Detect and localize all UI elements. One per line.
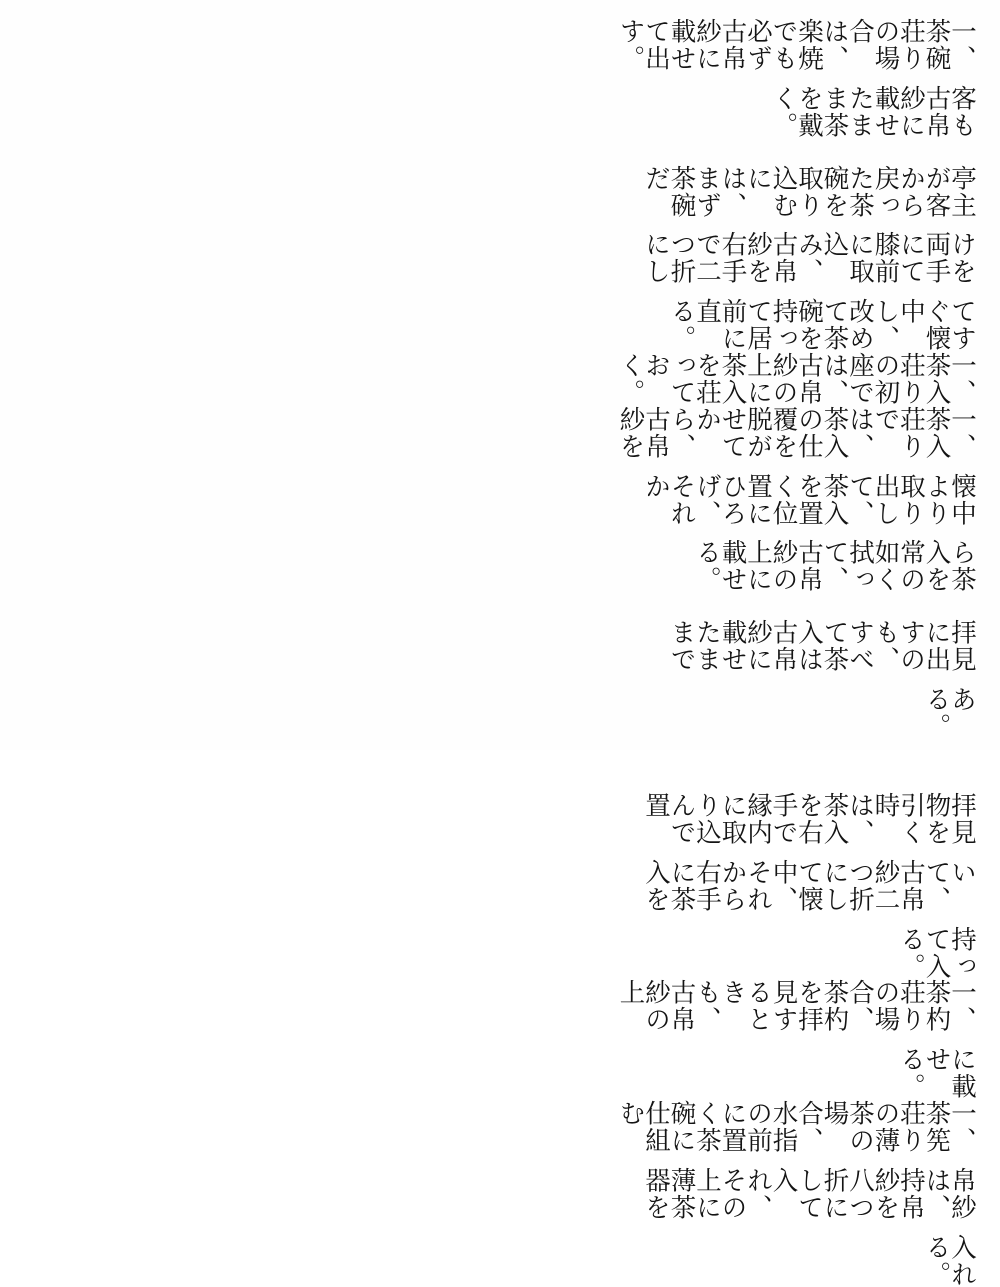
text-column: 亭主が客から戻った茶碗を取り込むには、まず茶碗だ [641,164,977,219]
text-column: 拝見に出すのも、すべて茶入は古帛紗に載せたままで [666,619,977,674]
text-column: 持って入る。 [896,925,977,980]
text-column: 入れる。 [921,1233,977,1287]
text-column: ら茶入を常の如く拭って、古帛紗の上に載せる。 [692,539,977,594]
text-column: 帛紗は、持帛紗を八つ折にして入れ、その上に薄茶器を [641,1166,977,1221]
text-column: いて、古帛紗二つ折にして懐中、それから右手に茶入を [641,858,977,913]
text-column: 一、茶入荘りの初座では、古帛紗の上に茶入を荘っておく。 [615,352,977,406]
text-column: 一、茶杓荘りの場合、茶杓を拝見するときも、古帛紗の上 [615,979,977,1034]
text-column: けを両手にて膝前に取込み、古帛紗を右手で二つ折にし [641,231,977,286]
text-column: に載せる。 [896,1046,977,1100]
text-column: 一、茶碗荘りの場合は、楽焼でも必ず古帛紗に載せて出す。 [615,18,977,72]
text-column: 拝見物を引く時は、茶入を右手で縁内に取り込んで置 [641,791,977,846]
text-column: てすぐ懐中し、改めて茶碗を持って居前に直る。 [666,298,977,353]
text-column: ある。 [921,686,977,740]
text-column: 客も古帛紗に載せたまま茶を戴く。 [768,84,977,139]
text-column: 一、茶筅荘りの薄茶の場合、水指の前に置く茶碗に仕組む [615,1099,977,1154]
text-column: 懐中より取り出して、茶入を置く位置にひろげ、それか [641,472,977,527]
vertical-text-body [26,18,977,1287]
text-column: 一、茶入荘りでは、茶入の仕覆を脱がせてから、古帛紗を [615,405,977,460]
